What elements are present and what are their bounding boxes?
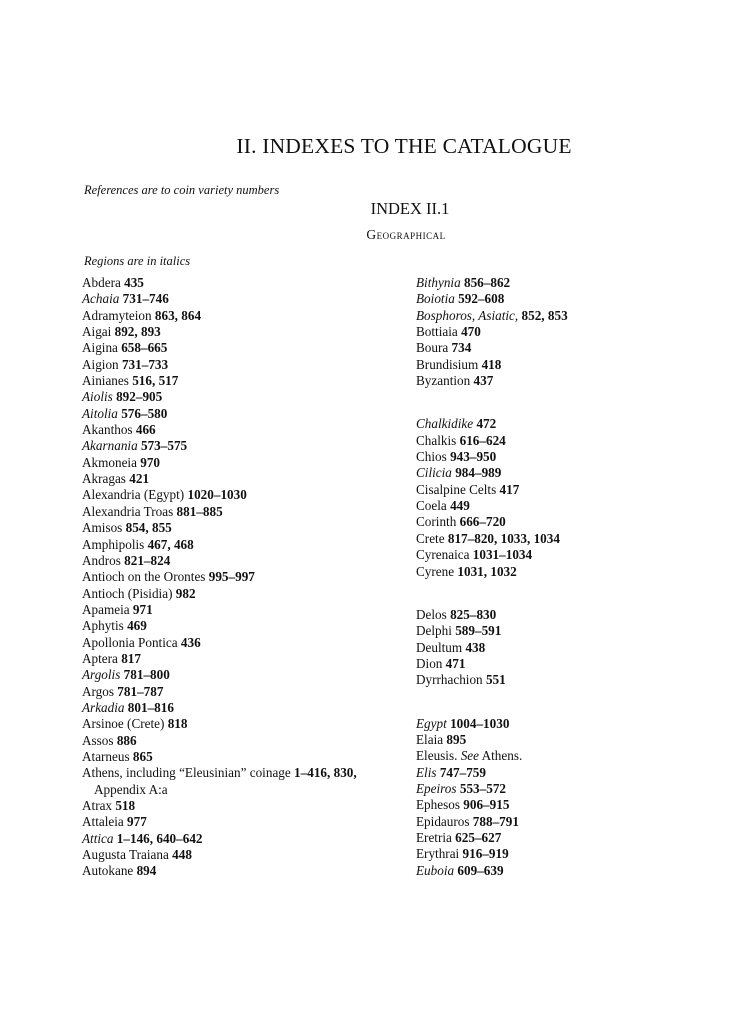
index-entry-refs: 817–820, 1033, 1034 <box>447 530 560 546</box>
index-entry-name: Corinth <box>416 514 457 530</box>
index-entry <box>416 846 716 862</box>
index-entry-name: Arkadia <box>82 699 125 715</box>
index-entry-refs: 788–791 <box>472 813 519 829</box>
index-entry <box>82 406 400 422</box>
index-entry-name: Elaia <box>416 731 444 747</box>
index-entry-refs: 466 <box>135 422 156 438</box>
index-entry-name: Athens, including “Eleusinian” coinage <box>82 765 291 781</box>
index-entry-name: Eleusis. <box>416 748 458 764</box>
index-entry-name: Eretria <box>416 829 452 845</box>
index-entry <box>416 373 716 389</box>
index-entry-name: Cyrenaica <box>416 547 470 563</box>
index-entry-name: Byzantion <box>416 373 471 389</box>
index-entry-refs: 731–746 <box>122 291 169 307</box>
index-entry-name: Atrax <box>82 798 113 813</box>
index-entry <box>416 830 716 846</box>
index-entry <box>416 465 716 481</box>
index-entry-name: Alexandria (Egypt) <box>82 487 185 503</box>
index-entry <box>82 455 400 471</box>
index-entry-refs: 1031, 1032 <box>457 563 517 579</box>
index-entry-name: Bithynia <box>416 275 461 290</box>
index-entry-refs: 821–824 <box>124 552 171 568</box>
index-entry <box>416 716 716 732</box>
index-entry-refs: 625–627 <box>455 829 502 845</box>
index-entry <box>416 482 716 498</box>
references-note: References are to coin variety numbers <box>84 183 280 197</box>
index-entry <box>82 831 400 847</box>
index-entry-refs: 470 <box>461 324 481 340</box>
index-entry-refs: 856–862 <box>463 275 511 290</box>
index-entry-name: Akarnania <box>82 438 138 454</box>
index-entry-refs: 448 <box>172 847 192 863</box>
index-entry-name: Augusta Traiana <box>82 847 169 863</box>
index-entry-refs: 576–580 <box>121 405 168 421</box>
index-entry <box>416 797 716 813</box>
index-entry-refs: 436 <box>180 634 201 650</box>
see-target: Athens. <box>481 748 523 764</box>
index-entry-name: Aigion <box>82 356 119 372</box>
index-entry-refs: 435 <box>124 275 144 290</box>
index-entry <box>82 553 400 569</box>
index-entry <box>416 547 716 563</box>
index-entry-name: Atarneus <box>82 748 130 764</box>
index-entry-refs: 469 <box>127 618 147 634</box>
index-entry-name: Chios <box>416 449 447 465</box>
index-entry-name: Andros <box>82 552 121 568</box>
index-entry <box>82 733 400 749</box>
index-entry <box>82 765 400 798</box>
index-entry-name: Delos <box>416 606 447 622</box>
index-entry-name: Akragas <box>82 471 126 487</box>
index-entry <box>416 640 716 656</box>
index-entry-name: Aiolis <box>82 389 113 405</box>
index-left-column <box>82 275 400 880</box>
index-entry-name: Aphytis <box>82 618 124 634</box>
index-entry <box>82 308 400 324</box>
letter-group-gap <box>416 580 716 607</box>
index-entry <box>82 863 400 879</box>
index-entry <box>416 564 716 580</box>
index-entry-refs: 984–989 <box>455 465 502 481</box>
index-entry-name: Boura <box>416 340 449 356</box>
index-entry-refs: 421 <box>129 471 150 487</box>
index-entry-refs: 971 <box>132 601 153 617</box>
index-entry <box>416 814 716 830</box>
index-entry-refs: 1–146, 640–642 <box>116 830 203 846</box>
index-entry-refs: 818 <box>167 716 188 732</box>
index-entry <box>82 814 400 830</box>
index-entry-refs: 589–591 <box>455 623 502 639</box>
index-entry-name: Akmoneia <box>82 454 137 470</box>
index-entry <box>416 498 716 514</box>
index-entry-name: Cisalpine Celts <box>416 481 497 497</box>
index-entry-refs: 825–830 <box>450 606 497 622</box>
index-entry <box>416 748 716 764</box>
index-entry-name: Deultum <box>416 639 463 655</box>
index-entry-refs: 609–639 <box>457 862 504 878</box>
index-entry-name: Aigina <box>82 340 118 356</box>
index-entry <box>82 749 400 765</box>
index-entry-name: Abdera <box>82 275 121 290</box>
index-entry-name: Antioch on the Orontes <box>82 569 206 585</box>
index-entry-refs: 438 <box>465 639 486 655</box>
index-entry-name: Amphipolis <box>82 536 145 552</box>
index-entry-refs: 592–608 <box>458 291 505 307</box>
index-entry-refs: 865 <box>132 748 153 764</box>
index-entry-refs: 801–816 <box>127 699 174 715</box>
index-entry-name: Argos <box>82 683 114 699</box>
index-entry-name: Aptera <box>82 650 118 666</box>
index-entry-name: Amisos <box>82 520 123 536</box>
index-entry-refs: 417 <box>499 481 520 497</box>
index-entry <box>416 308 716 324</box>
index-title: INDEX II.1 <box>370 199 450 218</box>
index-entry <box>416 531 716 547</box>
index-entry <box>416 765 716 781</box>
index-entry-refs: 467, 468 <box>147 536 194 552</box>
index-entry-refs: 418 <box>481 356 502 372</box>
index-entry-name: Ainianes <box>82 373 129 389</box>
index-entry-refs: 895 <box>446 731 467 747</box>
letter-group-gap <box>416 689 716 716</box>
index-entry-refs: 553–572 <box>459 780 506 796</box>
index-entry-refs: 616–624 <box>459 432 506 448</box>
index-entry-refs: 916–919 <box>462 846 509 862</box>
index-entry <box>82 651 400 667</box>
index-entry <box>416 340 716 356</box>
index-entry-name: Autokane <box>82 863 134 879</box>
index-entry <box>82 635 400 651</box>
index-entry-name: Apameia <box>82 601 130 617</box>
index-entry <box>416 514 716 530</box>
index-entry-refs: 518 <box>115 798 136 813</box>
index-entry <box>416 672 716 688</box>
index-entry-refs: 781–800 <box>123 667 170 683</box>
index-entry-refs: 658–665 <box>121 340 168 356</box>
index-entry-refs: 892–905 <box>116 389 163 405</box>
index-entry-refs: 1004–1030 <box>450 715 510 731</box>
index-entry-name: Erythrai <box>416 846 460 862</box>
index-entry-refs: 854, 855 <box>125 520 172 536</box>
index-entry-name: Crete <box>416 530 445 546</box>
index-entry-refs: 970 <box>140 454 161 470</box>
index-entry-refs: 995–997 <box>208 569 255 585</box>
index-entry <box>82 438 400 454</box>
index-entry-refs: 817 <box>121 650 141 666</box>
index-entry-refs: 437 <box>473 373 494 389</box>
index-entry-refs: 852, 853 <box>521 307 568 323</box>
index-entry <box>82 471 400 487</box>
index-right-column <box>416 275 716 879</box>
index-entry-refs: 747–759 <box>439 764 486 780</box>
index-entry <box>82 340 400 356</box>
index-entry-refs: 1–416, 830, <box>294 765 357 781</box>
index-entry <box>82 275 400 291</box>
index-entry-name: Euboia <box>416 862 455 878</box>
index-entry-refs: 982 <box>175 585 196 601</box>
index-entry <box>82 520 400 536</box>
index-entry-name: Delphi <box>416 623 452 639</box>
index-entry-name: Aitolia <box>82 405 118 421</box>
index-entry-name: Assos <box>82 732 114 748</box>
index-entry-refs: 881–885 <box>176 503 223 519</box>
index-entry-refs: 894 <box>136 863 157 879</box>
index-entry <box>416 656 716 672</box>
index-entry <box>82 324 400 340</box>
index-entry <box>416 324 716 340</box>
index-entry-name: Attica <box>82 830 114 846</box>
index-entry-name: Akanthos <box>82 422 133 438</box>
index-entry-refs: 892, 893 <box>114 324 161 340</box>
index-entry <box>416 291 716 307</box>
index-entry-refs: 906–915 <box>463 797 510 813</box>
index-entry <box>416 732 716 748</box>
index-entry-refs: 886 <box>116 732 137 748</box>
index-entry <box>416 449 716 465</box>
index-entry <box>416 275 716 291</box>
regions-note: Regions are in italics <box>84 254 191 268</box>
index-entry-name: Aigai <box>82 324 112 340</box>
index-entry-refs: 863, 864 <box>154 307 202 323</box>
index-entry-refs: 516, 517 <box>132 373 179 389</box>
index-entry-refs: 977 <box>127 814 147 830</box>
index-entry-refs: 666–720 <box>459 514 506 530</box>
index-entry-name: Bosphoros, Asiatic, <box>416 307 519 323</box>
index-entry <box>82 618 400 634</box>
index-entry <box>82 716 400 732</box>
index-entry-refs: 449 <box>450 498 470 514</box>
index-entry-name: Coela <box>416 498 447 514</box>
index-entry-refs: 943–950 <box>450 449 497 465</box>
index-entry-name: Dion <box>416 655 443 671</box>
index-entry <box>82 586 400 602</box>
index-entry <box>416 416 716 432</box>
index-entry-refs: 734 <box>451 340 472 356</box>
index-entry-name: Chalkidike <box>416 416 474 432</box>
index-entry <box>82 389 400 405</box>
index-entry-name: Cilicia <box>416 465 452 481</box>
index-entry-refs: 1031–1034 <box>472 547 533 563</box>
index-entry <box>82 357 400 373</box>
index-entry-name: Achaia <box>82 291 120 307</box>
index-entry-name: Arsinoe (Crete) <box>82 716 165 732</box>
index-entry-refs: 1020–1030 <box>187 487 247 503</box>
index-entry-name: Bottiaia <box>416 324 458 340</box>
index-entry-name: Epeiros <box>416 780 457 796</box>
index-entry <box>82 504 400 520</box>
index-entry-name: Alexandria Troas <box>82 503 174 519</box>
index-entry <box>82 537 400 553</box>
index-entry <box>416 433 716 449</box>
index-entry <box>82 569 400 585</box>
index-entry-refs: 551 <box>485 672 506 688</box>
index-entry-refs: 471 <box>445 655 466 671</box>
page-heading: II. INDEXES TO THE CATALOGUE <box>236 134 572 158</box>
index-entry-name: Apollonia Pontica <box>82 634 178 650</box>
index-entry-name: Cyrene <box>416 563 455 579</box>
index-entry <box>416 863 716 879</box>
index-entry-refs: 781–787 <box>117 683 164 699</box>
index-entry-name: Adramyteion <box>82 307 152 323</box>
index-entry-refs: 472 <box>476 416 497 432</box>
index-entry-name: Antioch (Pisidia) <box>82 585 173 601</box>
index-entry-name: Dyrrhachion <box>416 672 483 688</box>
index-entry-name: Epidauros <box>416 813 470 829</box>
index-entry-name: Chalkis <box>416 432 457 448</box>
see-reference: See <box>460 748 480 764</box>
index-subtitle: Geographical <box>366 227 446 242</box>
index-entry <box>82 602 400 618</box>
index-entry <box>416 781 716 797</box>
index-entry-name: Attaleia <box>82 814 124 830</box>
index-entry-refs: 573–575 <box>140 438 188 454</box>
index-entry <box>416 623 716 639</box>
index-entry-name: Boiotia <box>416 291 455 307</box>
index-entry-name: Brundisium <box>416 356 479 372</box>
index-entry <box>416 607 716 623</box>
index-entry-name: Egypt <box>416 715 447 731</box>
index-entry-line <box>82 765 400 781</box>
index-entry-refs: 731–733 <box>121 356 169 372</box>
index-entry <box>82 684 400 700</box>
index-entry <box>416 357 716 373</box>
index-entry-name: Elis <box>416 764 437 780</box>
index-entry <box>82 798 400 814</box>
index-entry <box>82 700 400 716</box>
index-entry <box>82 487 400 503</box>
index-entry-suffix: Appendix A:a <box>94 781 168 797</box>
letter-group-gap <box>416 389 716 416</box>
index-entry <box>82 667 400 683</box>
index-entry <box>82 847 400 863</box>
index-entry <box>82 373 400 389</box>
index-entry <box>82 422 400 438</box>
index-entry-name: Ephesos <box>416 797 460 813</box>
index-entry <box>82 291 400 307</box>
index-entry-name: Argolis <box>82 667 121 683</box>
